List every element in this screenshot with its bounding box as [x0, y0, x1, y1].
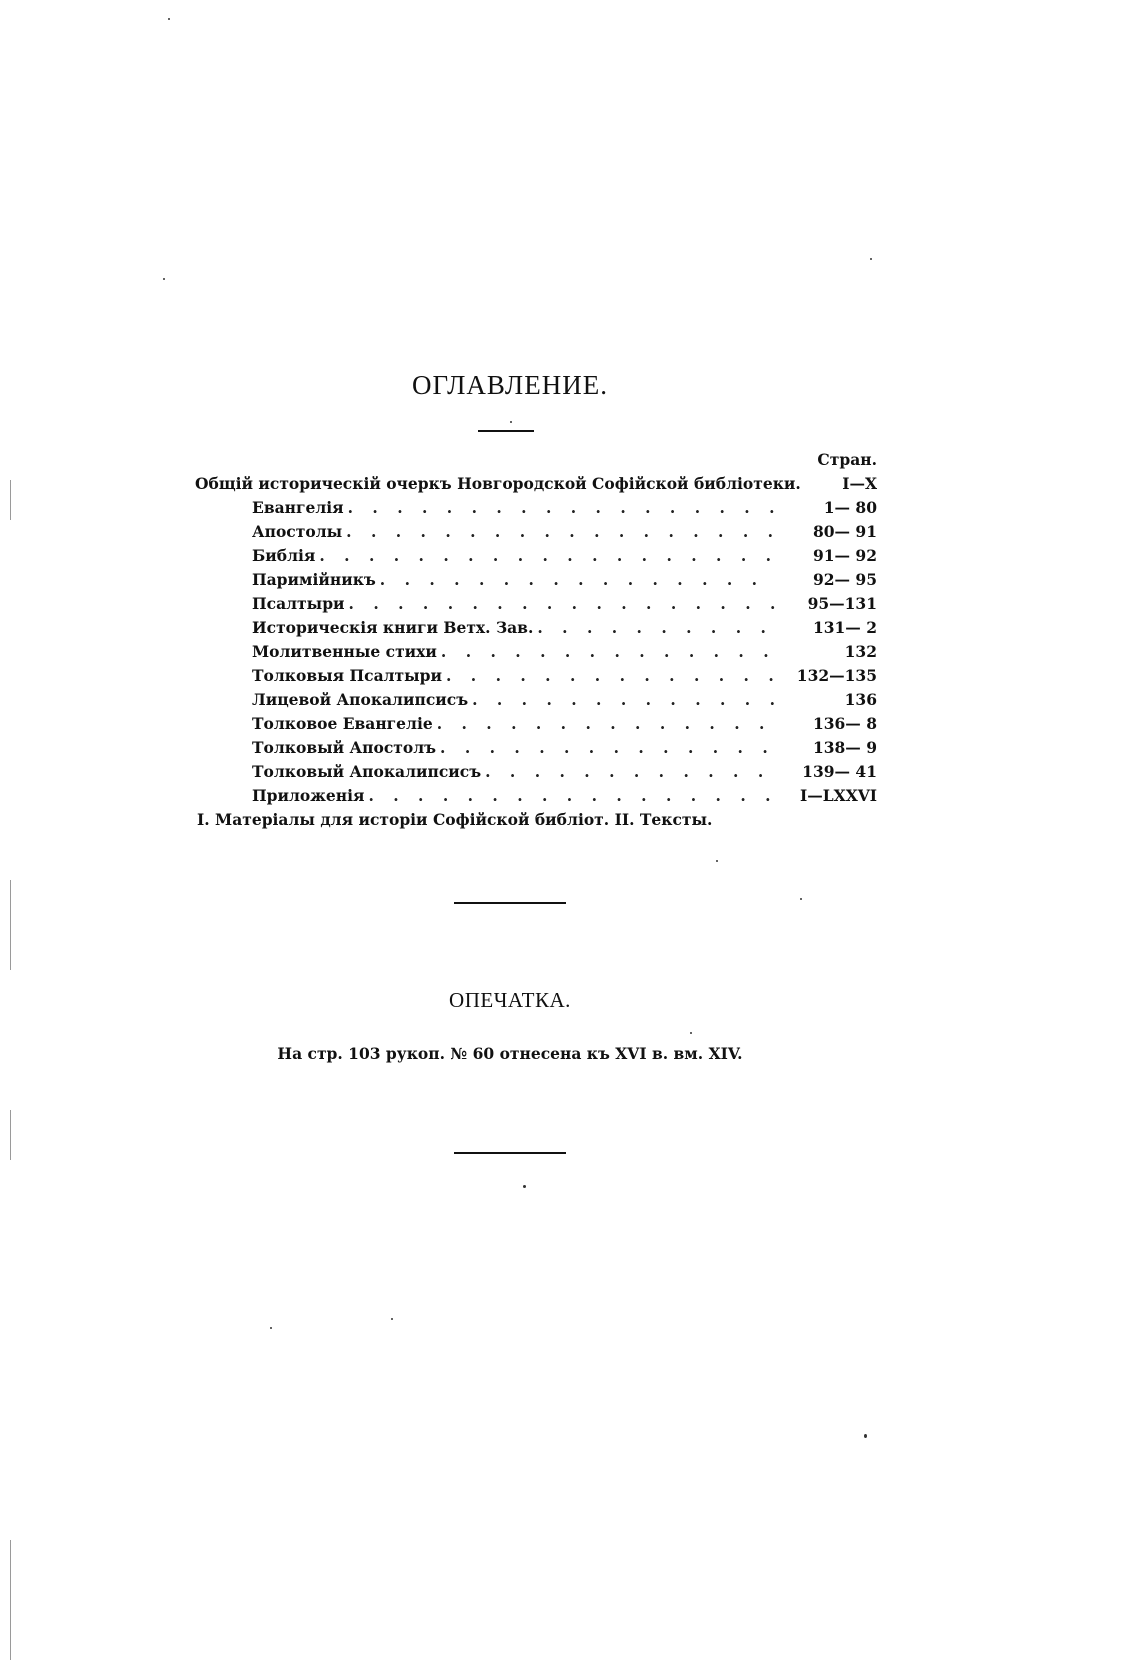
toc-entry-label: Приложенія	[195, 784, 368, 808]
scan-margin-mark	[10, 880, 11, 970]
scan-speck	[510, 421, 512, 423]
toc-entry-label: Евангелія	[195, 496, 348, 520]
dot-leader	[319, 544, 775, 568]
toc-entry	[195, 712, 877, 736]
toc-entry	[195, 520, 877, 544]
scan-speck	[163, 278, 165, 280]
dot-leader	[380, 568, 775, 592]
scan-margin-mark	[10, 480, 11, 520]
appendix-note	[195, 808, 877, 832]
dot-leader	[472, 688, 775, 712]
scan-speck	[716, 860, 718, 862]
toc-entry-pages: 139— 41	[802, 762, 877, 781]
scan-speck	[864, 1434, 867, 1438]
toc-entry-pages: 92— 95	[812, 570, 877, 589]
toc-entry	[195, 568, 877, 592]
toc-entry	[195, 616, 877, 640]
appendix-note-text: I. Матеріалы для исторіи Софійской библіот. II. Тексты.	[197, 808, 716, 832]
toc-entry	[195, 592, 877, 616]
section-divider	[454, 902, 566, 904]
scan-speck	[870, 258, 872, 260]
dot-leader	[368, 784, 775, 808]
toc-entry-pages: 138— 9	[812, 738, 877, 757]
toc-entry-label: Паримійникъ	[195, 568, 380, 592]
table-of-contents	[195, 448, 877, 832]
toc-entry-label: Толковый Апокалипсисъ	[195, 760, 485, 784]
errata-title: ОПЕЧАТКА.	[449, 988, 571, 1012]
toc-entry-pages: I—X	[842, 474, 877, 493]
page-column-header: Стран.	[817, 450, 877, 469]
toc-entry-label: Историческія книги Ветх. Зав.	[195, 616, 537, 640]
toc-entry-overview	[195, 472, 877, 496]
toc-entry-label: Апостолы	[195, 520, 346, 544]
dot-leader	[441, 640, 775, 664]
scan-margin-mark	[10, 1110, 11, 1160]
toc-entry-pages: 80— 91	[812, 522, 877, 541]
toc-entry-pages: 136	[844, 690, 877, 709]
title-rule	[478, 430, 534, 432]
toc-entry-label: Молитвенные стихи	[195, 640, 441, 664]
toc-entry-pages: I—LXXVI	[800, 786, 877, 805]
scan-speck	[690, 1032, 692, 1034]
toc-entry	[195, 760, 877, 784]
dot-leader	[446, 664, 775, 688]
toc-entry	[195, 496, 877, 520]
scan-speck	[391, 1318, 393, 1320]
toc-entry-label: Толковое Евангеліе	[195, 712, 437, 736]
toc-entry	[195, 544, 877, 568]
toc-entry	[195, 640, 877, 664]
dot-leader	[485, 760, 775, 784]
dot-leader	[537, 616, 775, 640]
toc-entry	[195, 688, 877, 712]
toc-entry-pages: 95—131	[807, 594, 877, 613]
dot-leader	[437, 712, 775, 736]
toc-entry-pages: 132—135	[796, 666, 877, 685]
scan-speck	[800, 898, 802, 900]
closing-divider	[454, 1152, 566, 1154]
dot-leader	[348, 496, 775, 520]
scan-speck	[270, 1327, 272, 1329]
toc-entry	[195, 736, 877, 760]
toc-entry-pages: 132	[844, 642, 877, 661]
scan-speck	[168, 18, 170, 20]
toc-entry-label: Библія	[195, 544, 319, 568]
toc-entry-label: Толковыя Псалтыри	[195, 664, 446, 688]
toc-entry	[195, 664, 877, 688]
toc-entry-pages: 91— 92	[812, 546, 877, 565]
toc-entry-pages: 1— 80	[823, 498, 877, 517]
toc-entry-label: Псалтыри	[195, 592, 349, 616]
toc-entry-label: Лицевой Апокалипсисъ	[195, 688, 472, 712]
toc-entry-pages: 131— 2	[812, 618, 877, 637]
toc-entry-appendices	[195, 784, 877, 808]
toc-entry-label: Толковый Апостолъ	[195, 736, 440, 760]
scan-margin-mark	[10, 1540, 11, 1660]
toc-entry-label: Общій историческій очеркъ Новгородской Софійской библіотеки.	[195, 472, 805, 496]
contents-title: ОГЛАВЛЕНИЕ.	[412, 370, 608, 400]
toc-entry-pages: 136— 8	[812, 714, 877, 733]
dot-leader	[349, 592, 775, 616]
dot-leader	[346, 520, 775, 544]
dot-leader	[440, 736, 775, 760]
scan-speck	[523, 1185, 526, 1188]
errata-text: На стр. 103 рукоп. № 60 отнесена къ XVI в. вм. XIV.	[277, 1044, 743, 1063]
